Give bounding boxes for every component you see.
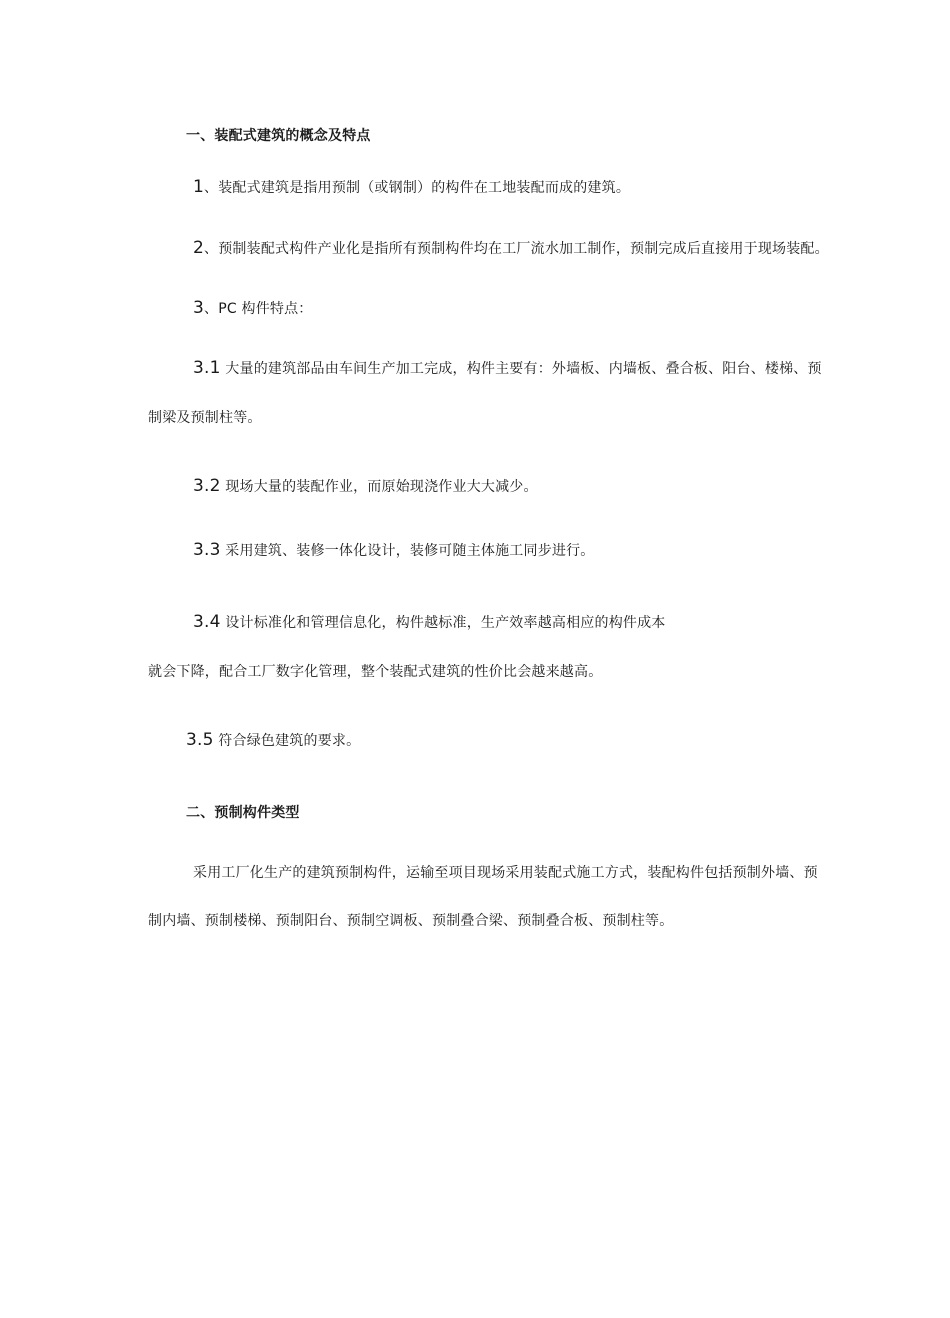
item-3-2 (193, 476, 538, 497)
item-1-number: 1 (193, 177, 205, 197)
item-3-1-line1 (193, 358, 822, 379)
section1-heading: 一、装配式建筑的概念及特点 (186, 128, 371, 144)
item-3-1-number: 3.1 (193, 358, 221, 378)
item-1 (193, 177, 630, 198)
item-3-5 (186, 730, 360, 751)
item-3-2-text: 现场大量的装配作业，而原始现浇作业大大减少。 (220, 479, 538, 495)
item-3-4-text: 设计标准化和管理信息化，构件越标准，生产效率越高相应的构件成本 (220, 615, 666, 631)
item-2-text: 、预制装配式构件产业化是指所有预制构件均在工厂流水加工制作，预制完成后直接用于现场装配。 (204, 241, 829, 257)
item-2-number: 2 (193, 238, 205, 258)
item-3-5-number: 3.5 (186, 730, 214, 750)
item-3-2-number: 3.2 (193, 476, 221, 496)
item-3-3-text: 采用建筑、装修一体化设计，装修可随主体施工同步进行。 (220, 543, 595, 559)
section2-paragraph-line2: 制内墙、预制楼梯、预制阳台、预制空调板、预制叠合梁、预制叠合板、预制柱等。 (148, 913, 674, 929)
item-3-4-line1 (193, 612, 666, 633)
item-3-4-number: 3.4 (193, 612, 221, 632)
item-1-text: 、装配式建筑是指用预制（或钢制）的构件在工地装配而成的建筑。 (204, 180, 631, 196)
item-3-1-text: 大量的建筑部品由车间生产加工完成，构件主要有：外墙板、内墙板、叠合板、阳台、楼梯、预 (220, 361, 822, 377)
item-3-4-line2: 就会下降，配合工厂数字化管理，整个装配式建筑的性价比会越来越高。 (148, 664, 603, 680)
item-3-3-number: 3.3 (193, 540, 221, 560)
item-3-3 (193, 540, 595, 561)
item-3 (193, 298, 313, 319)
item-3-text: 、PC 构件特点： (204, 301, 313, 317)
section2-heading: 二、预制构件类型 (186, 805, 300, 821)
section2-paragraph-line1: 采用工厂化生产的建筑预制构件，运输至项目现场采用装配式施工方式，装配构件包括预制外墙、预 (193, 865, 818, 881)
item-3-1-line2: 制梁及预制柱等。 (148, 410, 262, 426)
item-3-5-text: 符合绿色建筑的要求。 (213, 733, 361, 749)
item-3-number: 3 (193, 298, 205, 318)
item-2 (193, 238, 829, 259)
